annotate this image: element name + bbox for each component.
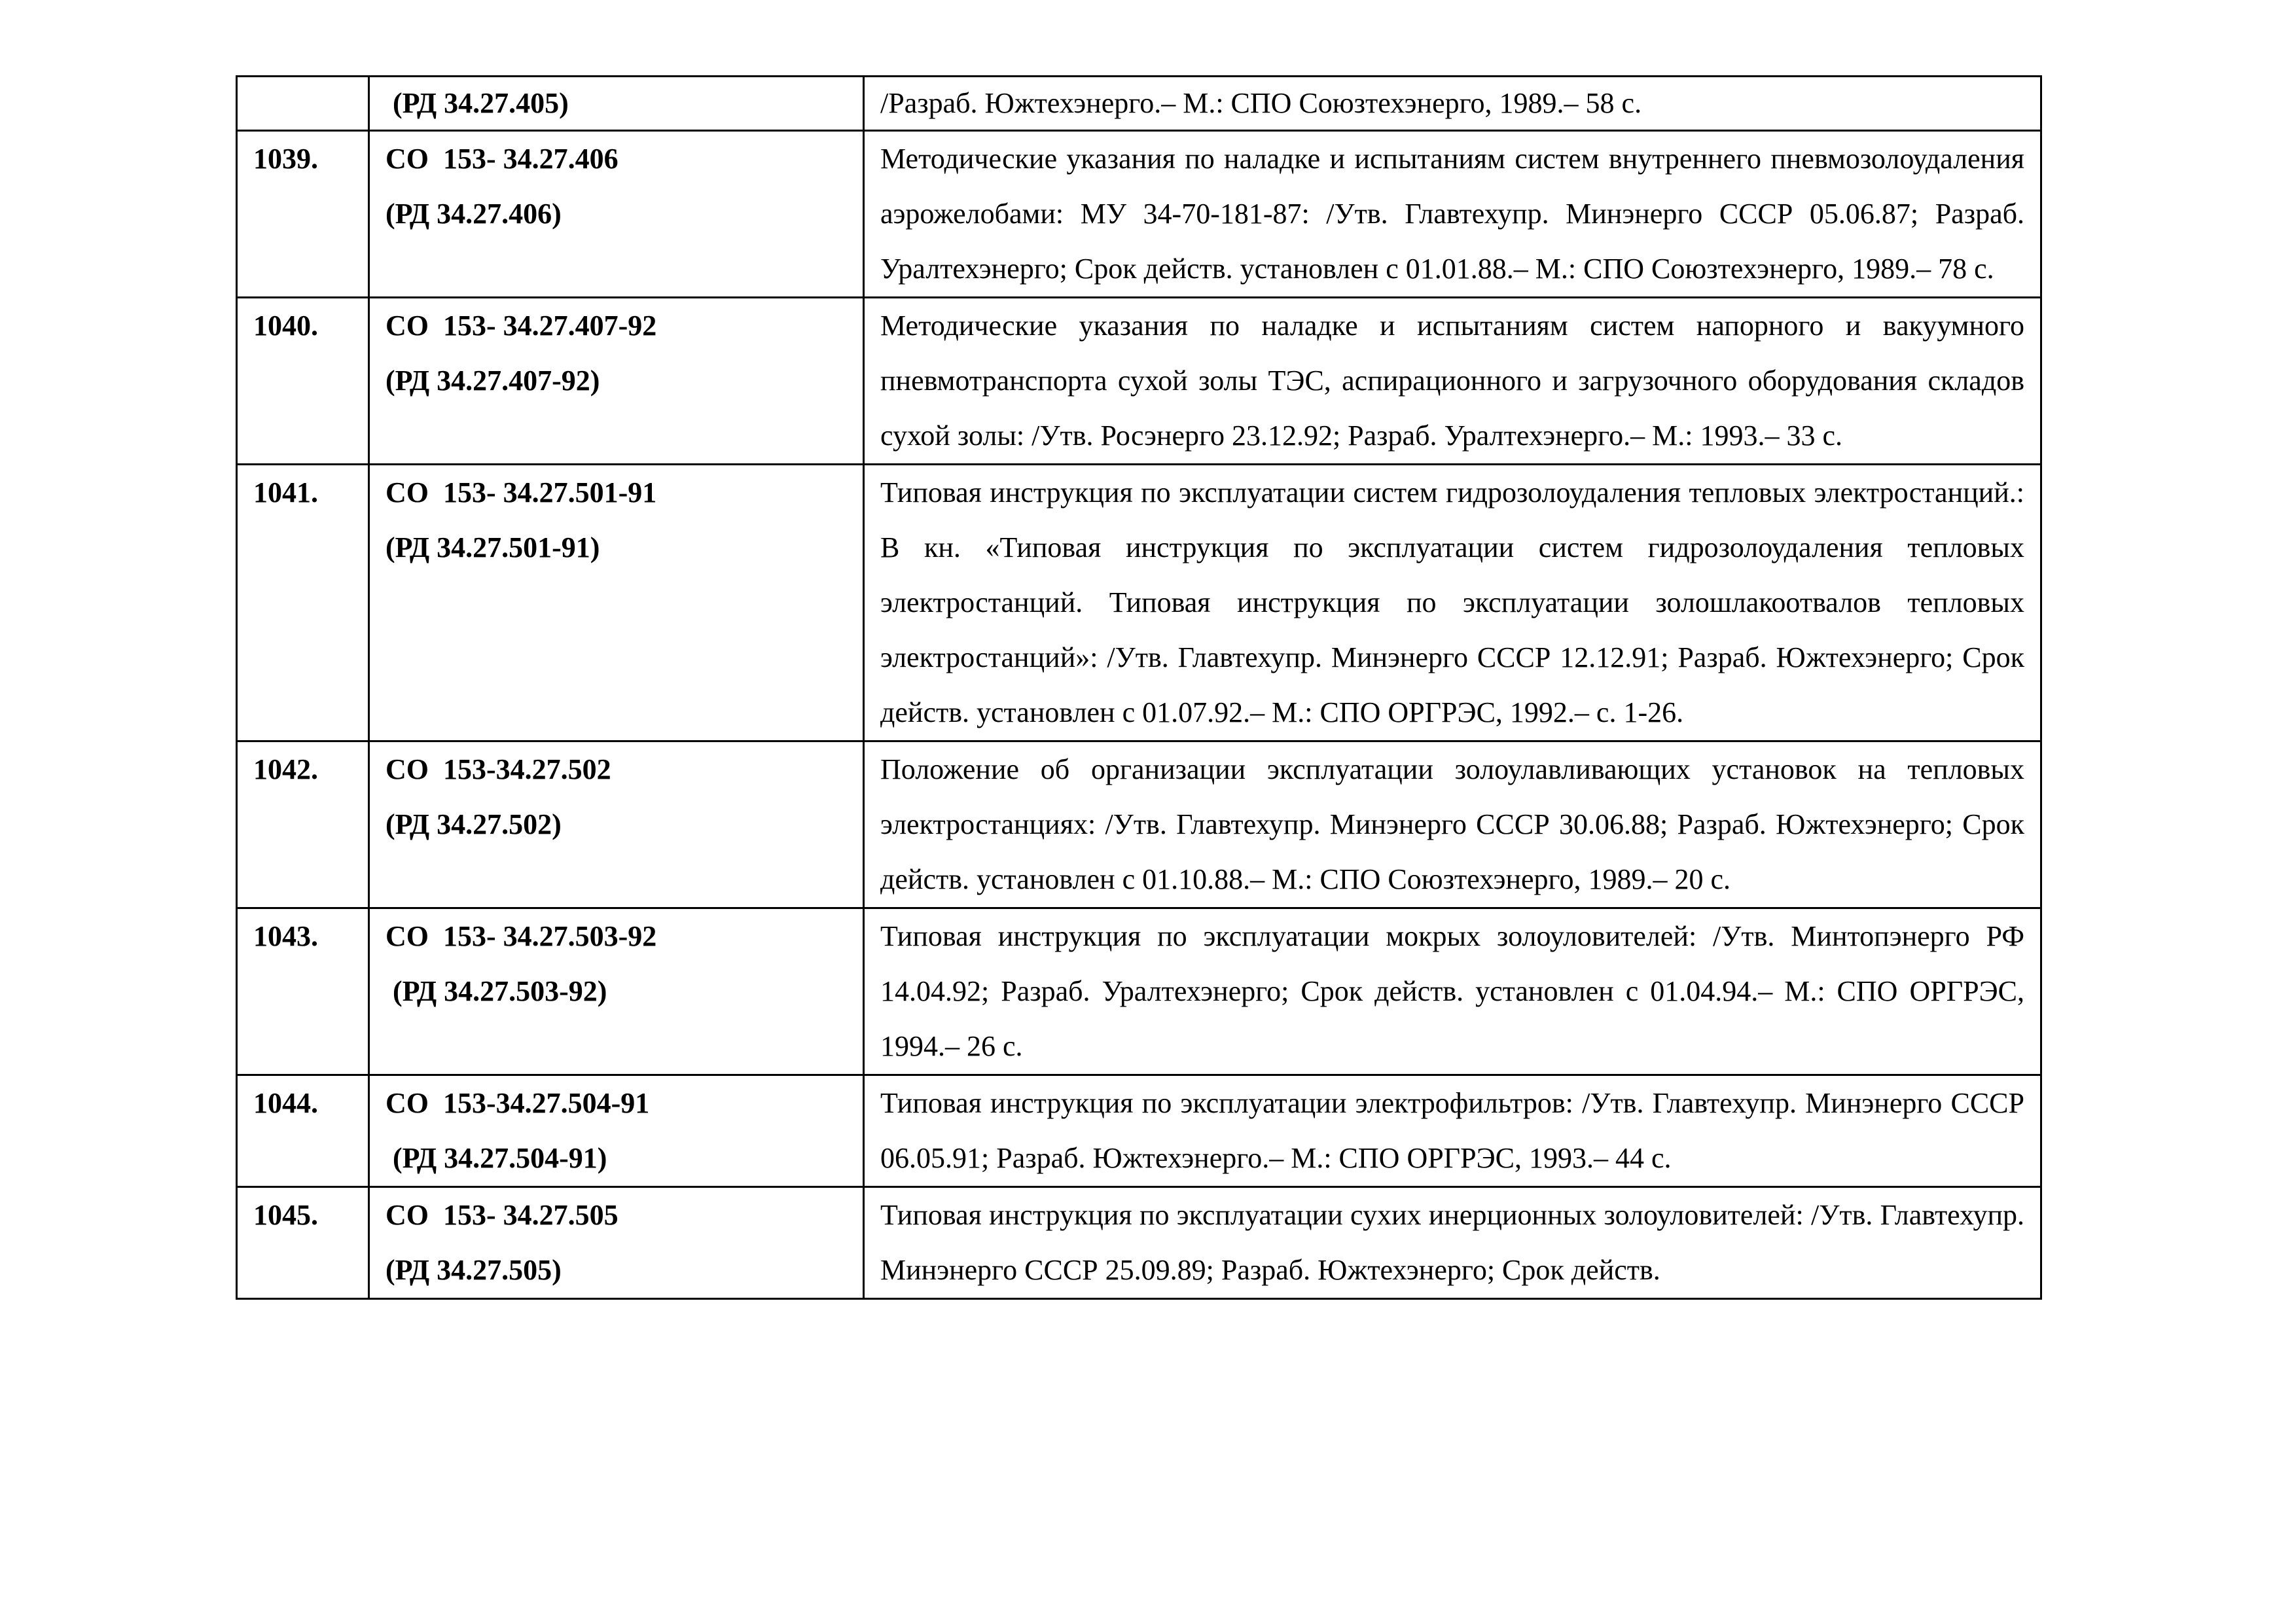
document-code-alt: (РД 34.27.505) — [386, 1254, 562, 1286]
document-code: СО 153- 34.27.501-91 — [386, 476, 657, 508]
document-description: /Разраб. Южтехэнерго.– М.: СПО Союзтехэнерго, 1989.– 58 с. — [864, 77, 2041, 131]
document-description: Методические указания по наладке и испытаниям систем напорного и вакуумного пневмотранспорта сухой золы ТЭС, аспирационного и загрузочного оборудования складов сухой золы: /Утв. Росэнерго 23.12.92; Разраб. Уралтехэнерго.– М.: 1993.– 33 с. — [864, 298, 2041, 465]
document-description: Типовая инструкция по эксплуатации систем гидрозолоудаления тепловых электростанций.: В кн. «Типовая инструкция по эксплуатации систем гидрозолоудаления тепловых электростанций. Типовая инструкция по эксплуатации золошлакоотвалов тепловых электростанций»: /Утв. Главтехупр. Минэнерго СССР 12.12.91; Разраб. Южтехэнерго; Срок действ. установлен с 01.07.92.– М.: СПО ОРГРЭС, 1992.– с. 1-26. — [864, 465, 2041, 741]
table-row — [237, 298, 2041, 465]
document-code: СО 153- 34.27.406 — [386, 143, 619, 175]
standards-table — [236, 75, 2042, 1300]
document-description: Типовая инструкция по эксплуатации сухих инерционных золоуловителей: /Утв. Главтехупр. Минэнерго СССР 25.09.89; Разраб. Южтехэнерго; Срок действ. — [864, 1187, 2041, 1299]
row-number: 1039. — [237, 131, 369, 298]
table-row — [237, 1075, 2041, 1187]
document-code-alt: (РД 34.27.406) — [386, 198, 562, 230]
row-number: 1040. — [237, 298, 369, 465]
document-code-cell — [369, 298, 864, 465]
document-code-alt: (РД 34.27.501-91) — [386, 531, 600, 563]
document-code-cell — [369, 1075, 864, 1187]
table-row — [237, 908, 2041, 1075]
table-row — [237, 77, 2041, 131]
document-code-cell — [369, 131, 864, 298]
table-row — [237, 741, 2041, 908]
row-number: 1043. — [237, 908, 369, 1075]
document-code-alt: (РД 34.27.405) — [386, 87, 569, 119]
row-number — [237, 77, 369, 131]
document-code-alt: (РД 34.27.504-91) — [386, 1142, 607, 1174]
document-code-alt: (РД 34.27.503-92) — [386, 975, 607, 1007]
table-row — [237, 131, 2041, 298]
document-description: Методические указания по наладке и испытаниям систем внутреннего пневмозолоудаления аэрожелобами: МУ 34-70-181-87: /Утв. Главтехупр. Минэнерго СССР 05.06.87; Разраб. Уралтехэнерго; Срок действ. установлен с 01.01.88.– М.: СПО Союзтехэнерго, 1989.– 78 с. — [864, 131, 2041, 298]
document-description: Положение об организации эксплуатации золоулавливающих установок на тепловых электростанциях: /Утв. Главтехупр. Минэнерго СССР 30.06.88; Разраб. Южтехэнерго; Срок действ. установлен с 01.10.88.– М.: СПО Союзтехэнерго, 1989.– 20 с. — [864, 741, 2041, 908]
document-code: СО 153- 34.27.503-92 — [386, 920, 657, 952]
row-number: 1044. — [237, 1075, 369, 1187]
document-code-alt: (РД 34.27.407-92) — [386, 365, 600, 397]
row-number: 1045. — [237, 1187, 369, 1299]
document-code-cell — [369, 465, 864, 741]
document-code: СО 153- 34.27.505 — [386, 1199, 619, 1231]
table-row — [237, 1187, 2041, 1299]
document-code-cell — [369, 741, 864, 908]
document-code-alt: (РД 34.27.502) — [386, 808, 562, 840]
document-code: СО 153-34.27.502 — [386, 753, 611, 785]
row-number: 1041. — [237, 465, 369, 741]
document-description: Типовая инструкция по эксплуатации электрофильтров: /Утв. Главтехупр. Минэнерго СССР 06.05.91; Разраб. Южтехэнерго.– М.: СПО ОРГРЭС, 1993.– 44 с. — [864, 1075, 2041, 1187]
document-code: СО 153-34.27.504-91 — [386, 1087, 650, 1119]
document-code-cell — [369, 77, 864, 131]
document-code-cell — [369, 908, 864, 1075]
row-number: 1042. — [237, 741, 369, 908]
document-code-cell — [369, 1187, 864, 1299]
document-code: СО 153- 34.27.407-92 — [386, 310, 657, 342]
table-row — [237, 465, 2041, 741]
document-description: Типовая инструкция по эксплуатации мокрых золоуловителей: /Утв. Минтопэнерго РФ 14.04.92; Разраб. Уралтехэнерго; Срок действ. установлен с 01.04.94.– М.: СПО ОРГРЭС, 1994.– 26 с. — [864, 908, 2041, 1075]
